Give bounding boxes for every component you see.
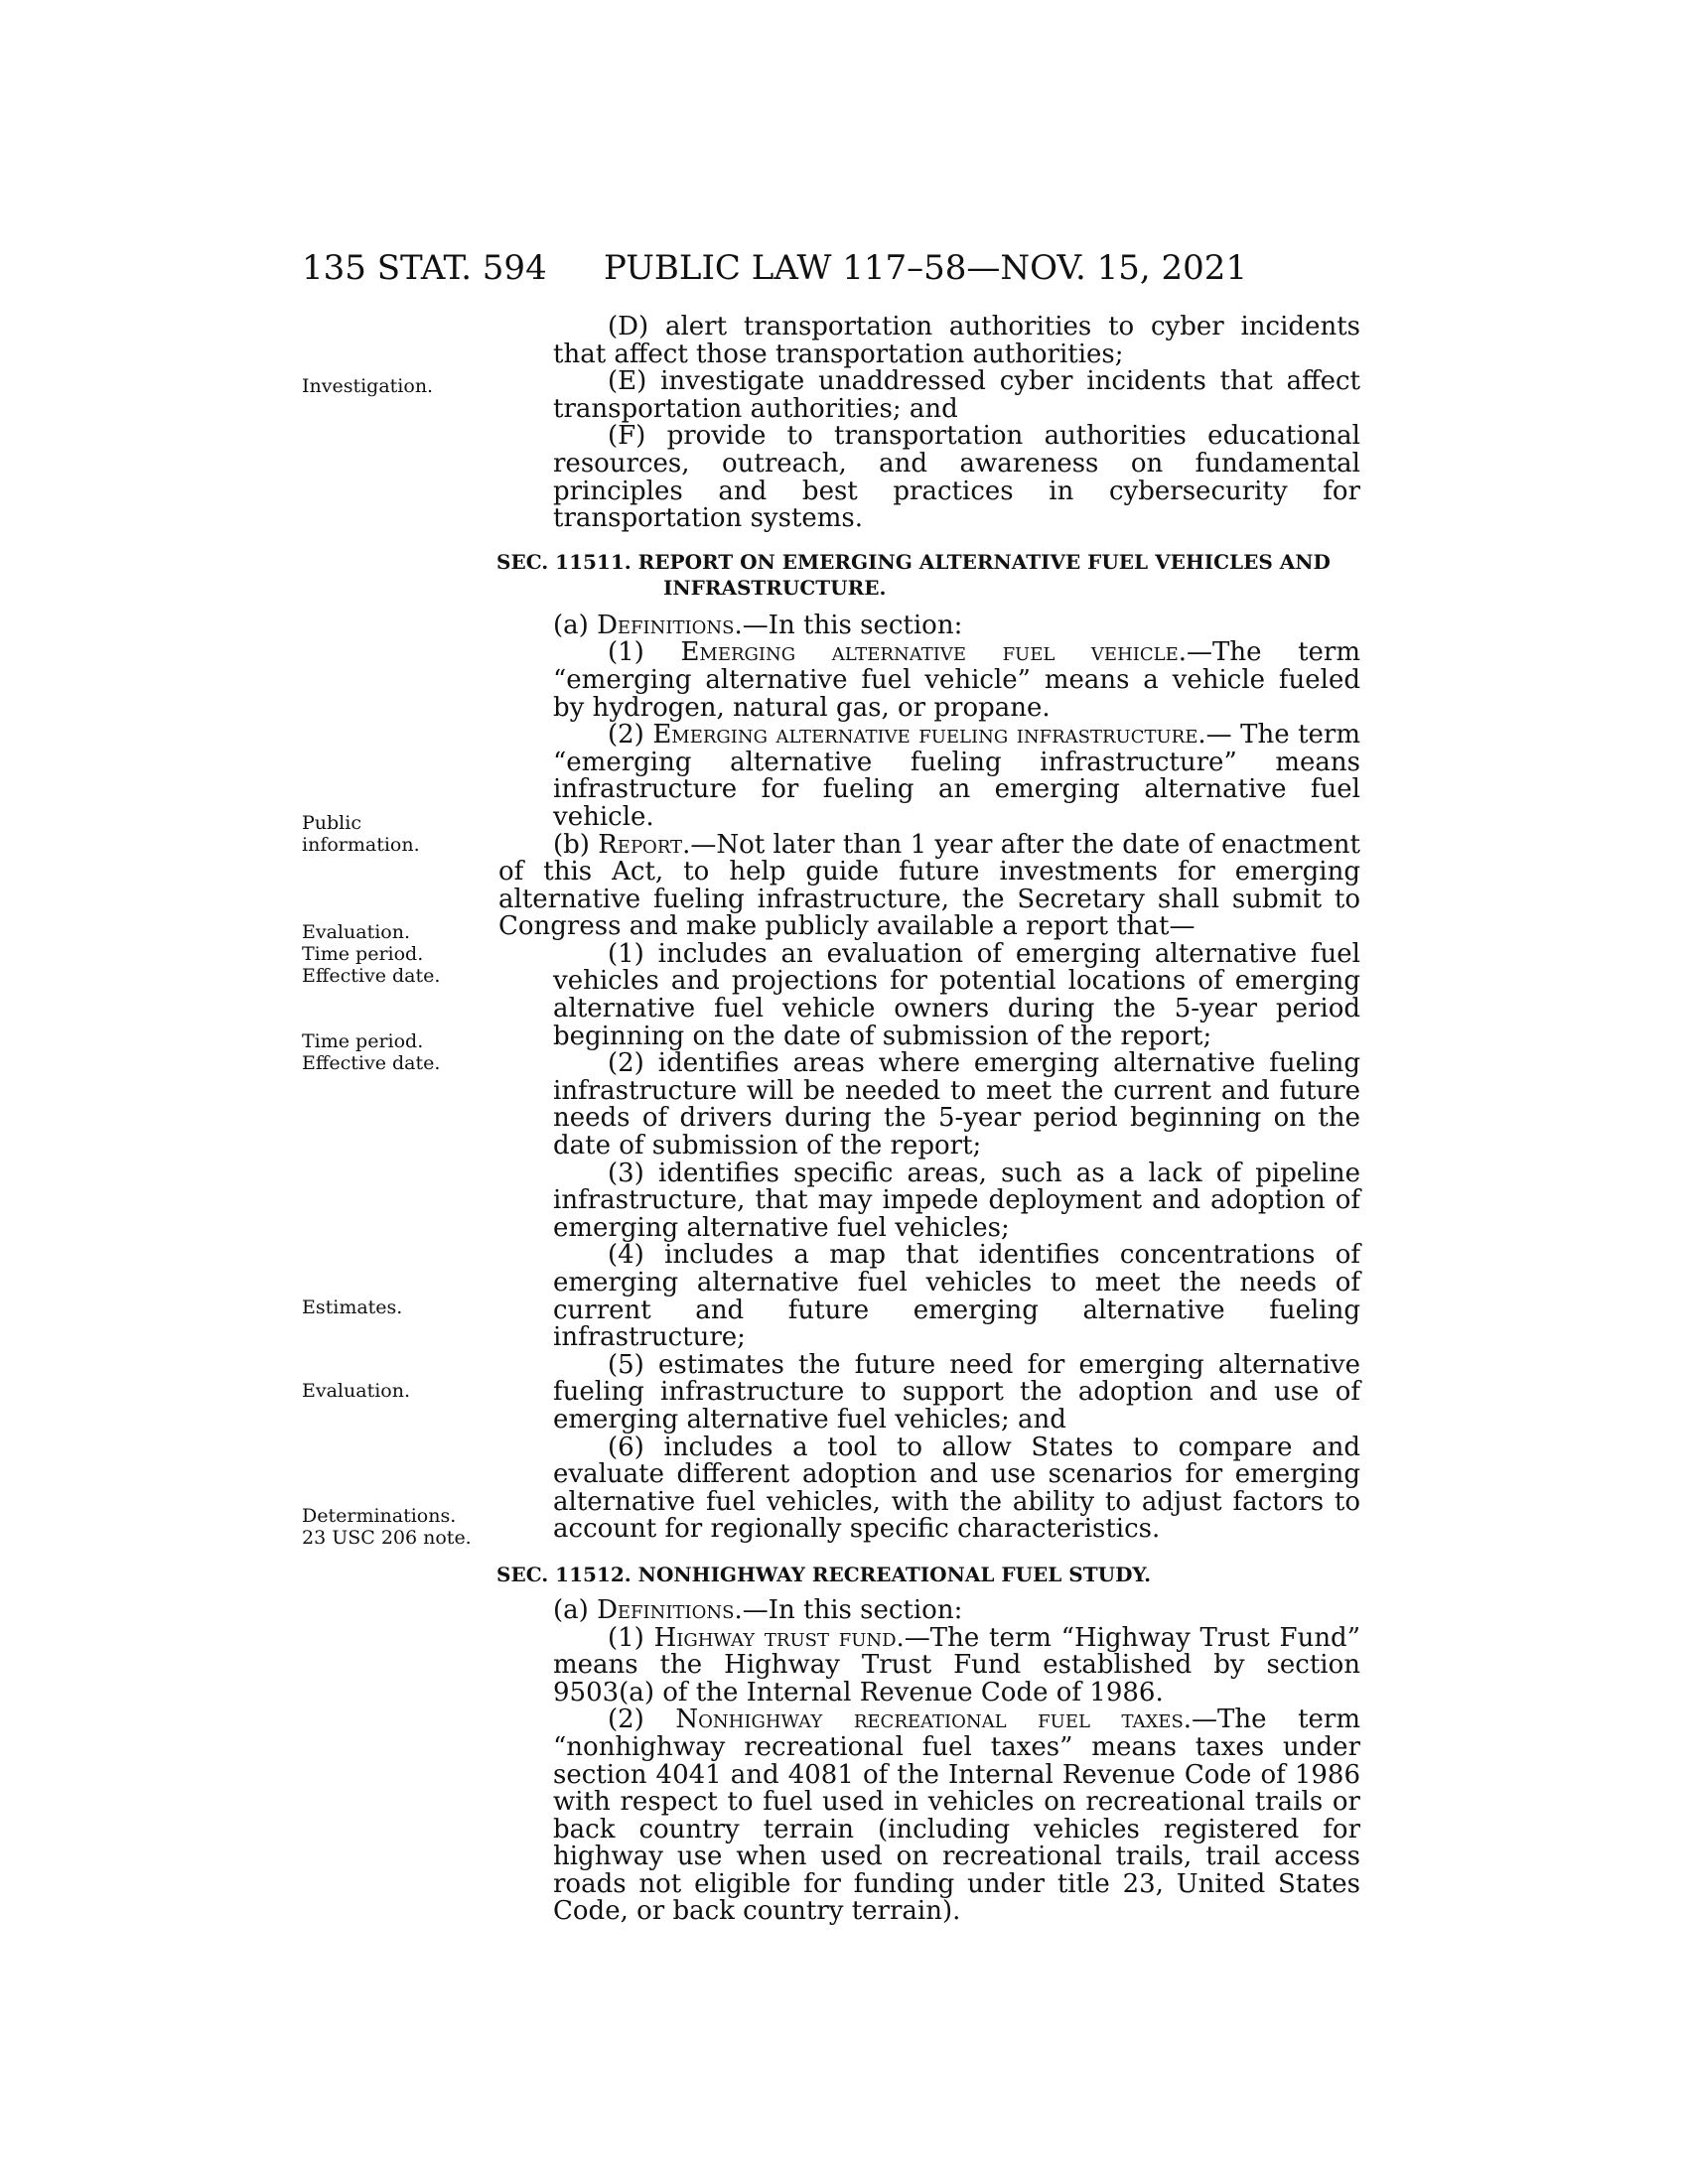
- page-number: 135 STAT. 594: [302, 248, 547, 288]
- margin-note-public-information: Public information.: [302, 812, 420, 856]
- s11511-report-item-6: (6) includes a tool to allow States to compare and evaluate different adoption and use scenarios for emerging alternative fuel vehicles, with the ability to adjust factors to account for regionally specific characteristics.: [553, 1432, 1360, 1545]
- public-law-citation: PUBLIC LAW 117–58—NOV. 15, 2021: [604, 248, 1248, 288]
- section-heading-11512: SEC. 11512. NONHIGHWAY RECREATIONAL FUEL STUDY.: [496, 1562, 1152, 1586]
- s11511-definition-1: (1) Emerging alternative fuel vehicle.—The term “emerging alternative fuel vehicle” means a vehicle fueled by hydrogen, natural gas, or propane.: [553, 637, 1361, 723]
- s11511-report-item-1: (1) includes an evaluation of emerging alternative fuel vehicles and projections for potential locations of emerging alternative fuel vehicle owners during the 5-year period beginning on the date of submission of the report;: [553, 938, 1360, 1051]
- s11512-definition-2: (2) Nonhighway recreational fuel taxes.—The term “nonhighway recreational fuel taxes” means taxes under section 4041 and 4081 of the Internal Revenue Code of 1986 with respect to fuel used in vehicles on recreational trails or back country terrain (including vehicles registered for highway use when used on recreational trails, trail access roads not eligible for funding under title 23, United States Code, or back country terrain).: [553, 1705, 1360, 1927]
- margin-note-time-period: Time period. Effective date.: [302, 1030, 441, 1074]
- margin-note-determinations: Determinations. 23 USC 206 note.: [302, 1505, 472, 1549]
- s11511-report-item-3: (3) identifies specific areas, such as a lack of pipeline infrastructure, that may impede deployment and adoption of emerging alternative fuel vehicles;: [553, 1158, 1360, 1243]
- margin-note-estimates: Estimates.: [302, 1297, 403, 1318]
- s11512-definition-1: (1) Highway trust fund.—The term “Highway Trust Fund” means the Highway Trust Fund established by section 9503(a) of the Internal Revenue Code of 1986.: [553, 1622, 1360, 1707]
- s11511-subsection-a: (a) Definitions.—In this section:: [553, 610, 963, 640]
- s11511-report-item-5: (5) estimates the future need for emerging alternative fueling infrastructure to support the adoption and use of emerging alternative fuel vehicles; and: [553, 1349, 1360, 1434]
- section-heading-11511: SEC. 11511. REPORT ON EMERGING ALTERNATIVE FUEL VEHICLES AND INFRASTRUCTURE.: [496, 549, 1331, 600]
- s11511-report-item-4: (4) includes a map that identifies concentrations of emerging alternative fuel vehicles to meet the needs of current and future emerging alternative fueling infrastructure;: [553, 1240, 1360, 1353]
- s11512-subsection-a: (a) Definitions.—In this section:: [553, 1594, 963, 1625]
- main-text: [498, 314, 1360, 1926]
- s11511-report-item-2: (2) identifies areas where emerging alternative fueling infrastructure will be needed to meet the current and future needs of drivers during the 5-year period beginning on the date of submission of the report;: [553, 1048, 1360, 1161]
- margin-note-investigation: Investigation.: [302, 375, 434, 397]
- margin-note-evaluation-time-period: Evaluation. Time period. Effective date.: [302, 921, 441, 987]
- s11511-subsection-b: (b) Report.—Not later than 1 year after the date of enactment of this Act, to help guide future investments for emerging alternative fueling infrastructure, the Secretary shall submit to Congress and make publicly available a report that—: [498, 829, 1360, 942]
- margin-note-evaluation: Evaluation.: [302, 1380, 410, 1402]
- clause-e: (E) investigate unaddressed cyber incidents that affect transportation authorities; and: [553, 366, 1360, 424]
- s11511-definition-2: (2) Emerging alternative fueling infrastructure.— The term “emerging alternative fueling infrastructure” means infrastructure for fueling an emerging alternative fuel vehicle.: [553, 720, 1360, 832]
- clause-d: (D) alert transportation authorities to cyber incidents that affect those transportation authorities;: [553, 312, 1360, 369]
- running-header: [302, 246, 1360, 290]
- clause-f: (F) provide to transportation authorities educational resources, outreach, and awareness on fundamental principles and best practices in cybersecurity for transportation systems.: [553, 421, 1360, 534]
